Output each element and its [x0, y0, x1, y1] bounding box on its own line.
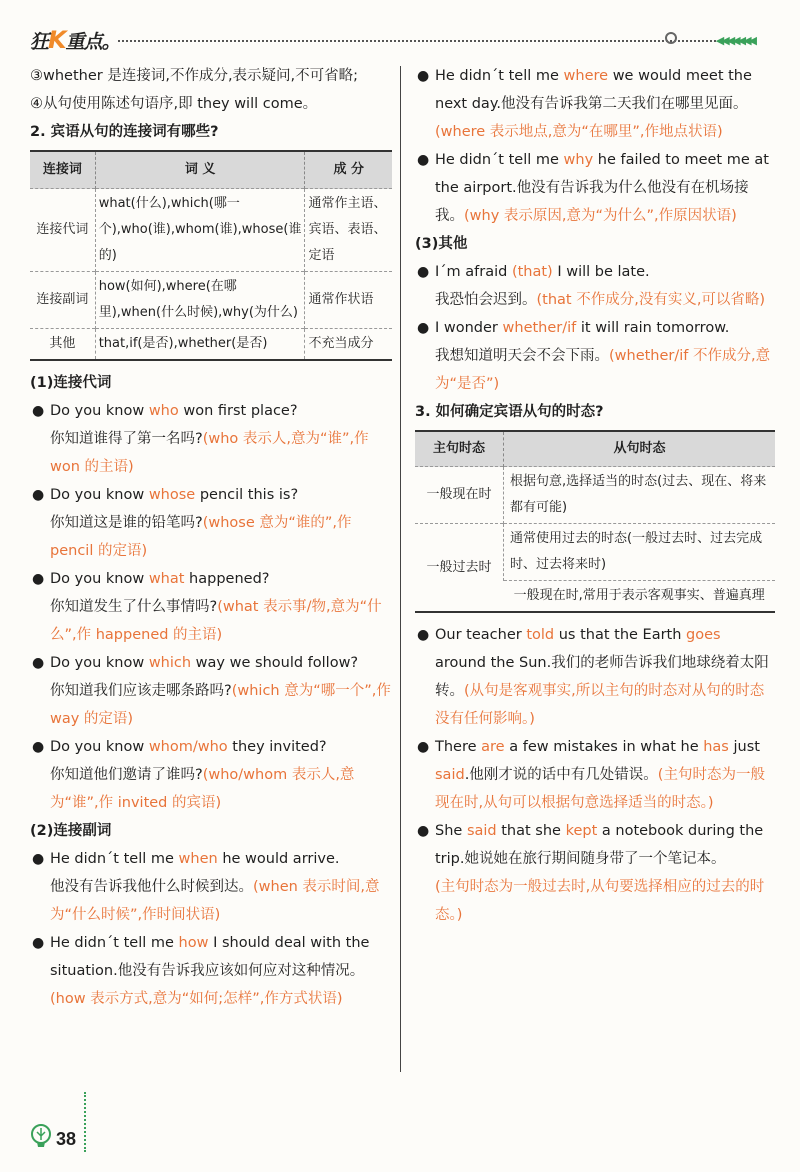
tense-table: [415, 430, 775, 613]
table-cell: 连接副词: [30, 272, 95, 329]
left-column: [30, 62, 392, 1013]
example-7: [30, 929, 392, 1013]
table-row: [30, 189, 392, 272]
example-en: Do you know whom/who they invited?: [50, 739, 327, 755]
example-cn: 我想知道明天会不会下雨。(whether/if 不作成分,意为“是否”): [435, 348, 771, 392]
example-en: Do you know what happened?: [50, 571, 270, 587]
right-column: [415, 62, 775, 929]
table-cell: 一般过去时: [415, 524, 504, 613]
page-footer: [0, 1072, 800, 1172]
example-13: [415, 733, 775, 817]
example-cn: 你知道谁得了第一名吗?(who 表示人,意为“谁”,作 won 的主语): [50, 431, 369, 475]
example-1: [30, 397, 392, 481]
rule-3: ③whether 是连接词,不作成分,表示疑问,不可省略;: [30, 68, 359, 84]
table-header: 连接词: [30, 151, 95, 189]
table-cell: how(如何),where(在哪里),when(什么时候),why(为什么): [95, 272, 305, 329]
table-cell: 一般现在时: [415, 467, 504, 524]
bullet-icon: ●: [417, 320, 430, 336]
example-en: I wonder whether/if it will rain tomorrow.: [435, 320, 730, 336]
example-4: [30, 649, 392, 733]
example-cn: 他没有告诉我他什么时候到达。(when 表示时间,意为“什么时候”,作时间状语): [50, 879, 380, 923]
example-en: He didn´t tell me when he would arrive.: [50, 851, 340, 867]
example-6: [30, 845, 392, 929]
bullet-icon: ●: [32, 851, 45, 867]
bullet-icon: ●: [417, 627, 430, 643]
example-2: [30, 481, 392, 565]
page-header: [0, 0, 800, 62]
example-cn: 你知道他们邀请了谁吗?(who/whom 表示人,意为“谁”,作 invited 的宾语): [50, 767, 355, 811]
bullet-icon: ●: [417, 264, 430, 280]
table-cell: 通常作主语、宾语、表语、定语: [305, 189, 392, 272]
bullet-icon: ●: [32, 487, 45, 503]
table-cell: 连接代词: [30, 189, 95, 272]
footer-dotted-rule: [84, 1092, 86, 1152]
table-cell: 不充当成分: [305, 329, 392, 361]
table-row: [30, 329, 392, 361]
example-en: He didn´t tell me where we would meet the next day.他没有告诉我第二天我们在哪里见面。(where 表示地点,意为“在哪里”,作地点状语): [435, 68, 752, 140]
page-number: 38: [56, 1129, 77, 1149]
table-cell: 一般现在时,常用于表示客观事实、普遍真理: [504, 581, 776, 613]
example-en: Do you know who won first place?: [50, 403, 298, 419]
example-5: [30, 733, 392, 817]
table-header: 主句时态: [415, 431, 504, 467]
example-note: (主句时态为一般过去时,从句要选择相应的过去的时态。): [435, 879, 765, 923]
table-cell: 通常使用过去的时态(一般过去时、过去完成时、过去将来时): [504, 524, 776, 581]
bullet-icon: ●: [32, 935, 45, 951]
example-en: I´m afraid (that) I will be late.: [435, 264, 650, 280]
example-en: He didn´t tell me how I should deal with the situation.他没有告诉我应该如何应对这种情况。: [50, 935, 370, 979]
table-row: [415, 524, 775, 581]
example-note: (how 表示方式,意为“如何;怎样”,作方式状语): [50, 991, 343, 1007]
table-cell: 通常作状语: [305, 272, 392, 329]
table-row: [30, 272, 392, 329]
example-cn: 我恐怕会迟到。(that 不作成分,没有实义,可以省略): [435, 292, 766, 308]
example-12: [415, 621, 775, 733]
example-9: [415, 146, 775, 230]
section-heading-3: 3. 如何确定宾语从句的时态?: [415, 404, 604, 420]
header-dotted-rule: [118, 40, 716, 42]
example-en: Do you know which way we should follow?: [50, 655, 359, 671]
lightbulb-icon: [30, 1124, 52, 1150]
example-8: [415, 62, 775, 146]
table-cell: what(什么),which(哪一个),who(谁),whom(谁),whose(谁的): [95, 189, 305, 272]
example-14: [415, 817, 775, 929]
connectives-table: [30, 150, 392, 361]
example-en: There are a few mistakes in what he has just said.他刚才说的话中有几处错误。(主句时态为一般现在时,从句可以根据句意选择适当的时态。): [435, 739, 765, 811]
column-divider: [400, 66, 401, 1072]
header-circle-marker: [665, 32, 677, 44]
header-arrows-icon: ◀◀◀◀◀◀◀: [715, 34, 754, 47]
example-11: [415, 314, 775, 398]
bullet-icon: ●: [32, 655, 45, 671]
table-header: 从句时态: [504, 431, 776, 467]
bullet-icon: ●: [32, 739, 45, 755]
table-cell: 其他: [30, 329, 95, 361]
bullet-icon: ●: [32, 571, 45, 587]
table-row: [415, 467, 775, 524]
bullet-icon: ●: [417, 823, 430, 839]
bullet-icon: ●: [32, 403, 45, 419]
example-cn: 你知道发生了什么事情吗?(what 表示事/物,意为“什么”,作 happened 的主语): [50, 599, 382, 643]
subheading-2: (2)连接副词: [30, 823, 112, 839]
table-header: 成 分: [305, 151, 392, 189]
bullet-icon: ●: [417, 152, 430, 168]
example-en: He didn´t tell me why he failed to meet me at the airport.他没有告诉我为什么他没有在机场接我。(why 表示原因,意为“为什么”,作原因状语): [435, 152, 769, 224]
section-heading-2: 2. 宾语从句的连接词有哪些?: [30, 124, 219, 140]
subheading-3: (3)其他: [415, 236, 468, 252]
bullet-icon: ●: [417, 68, 430, 84]
table-header: 词 义: [95, 151, 305, 189]
bullet-icon: ●: [417, 739, 430, 755]
example-en: Our teacher told us that the Earth goes around the Sun.我们的老师告诉我们地球绕着太阳转。(从句是客观事实,所以主句的时态对从句的时态没有任何影响。): [435, 627, 769, 727]
table-cell: that,if(是否),whether(是否): [95, 329, 305, 361]
example-cn: 你知道这是谁的铅笔吗?(whose 意为“谁的”,作 pencil 的定语): [50, 515, 352, 559]
example-10: [415, 258, 775, 314]
example-3: [30, 565, 392, 649]
example-cn: 你知道我们应该走哪条路吗?(which 意为“哪一个”,作 way 的定语): [50, 683, 391, 727]
subheading-1: (1)连接代词: [30, 375, 112, 391]
example-en: She said that she kept a notebook during the trip.她说她在旅行期间随身带了一个笔记本。: [435, 823, 764, 867]
brand-logo: 狂K重点。: [30, 26, 120, 54]
example-en: Do you know whose pencil this is?: [50, 487, 299, 503]
rule-4: ④从句使用陈述句语序,即 they will come。: [30, 96, 318, 112]
table-cell: 根据句意,选择适当的时态(过去、现在、将来都有可能): [504, 467, 776, 524]
